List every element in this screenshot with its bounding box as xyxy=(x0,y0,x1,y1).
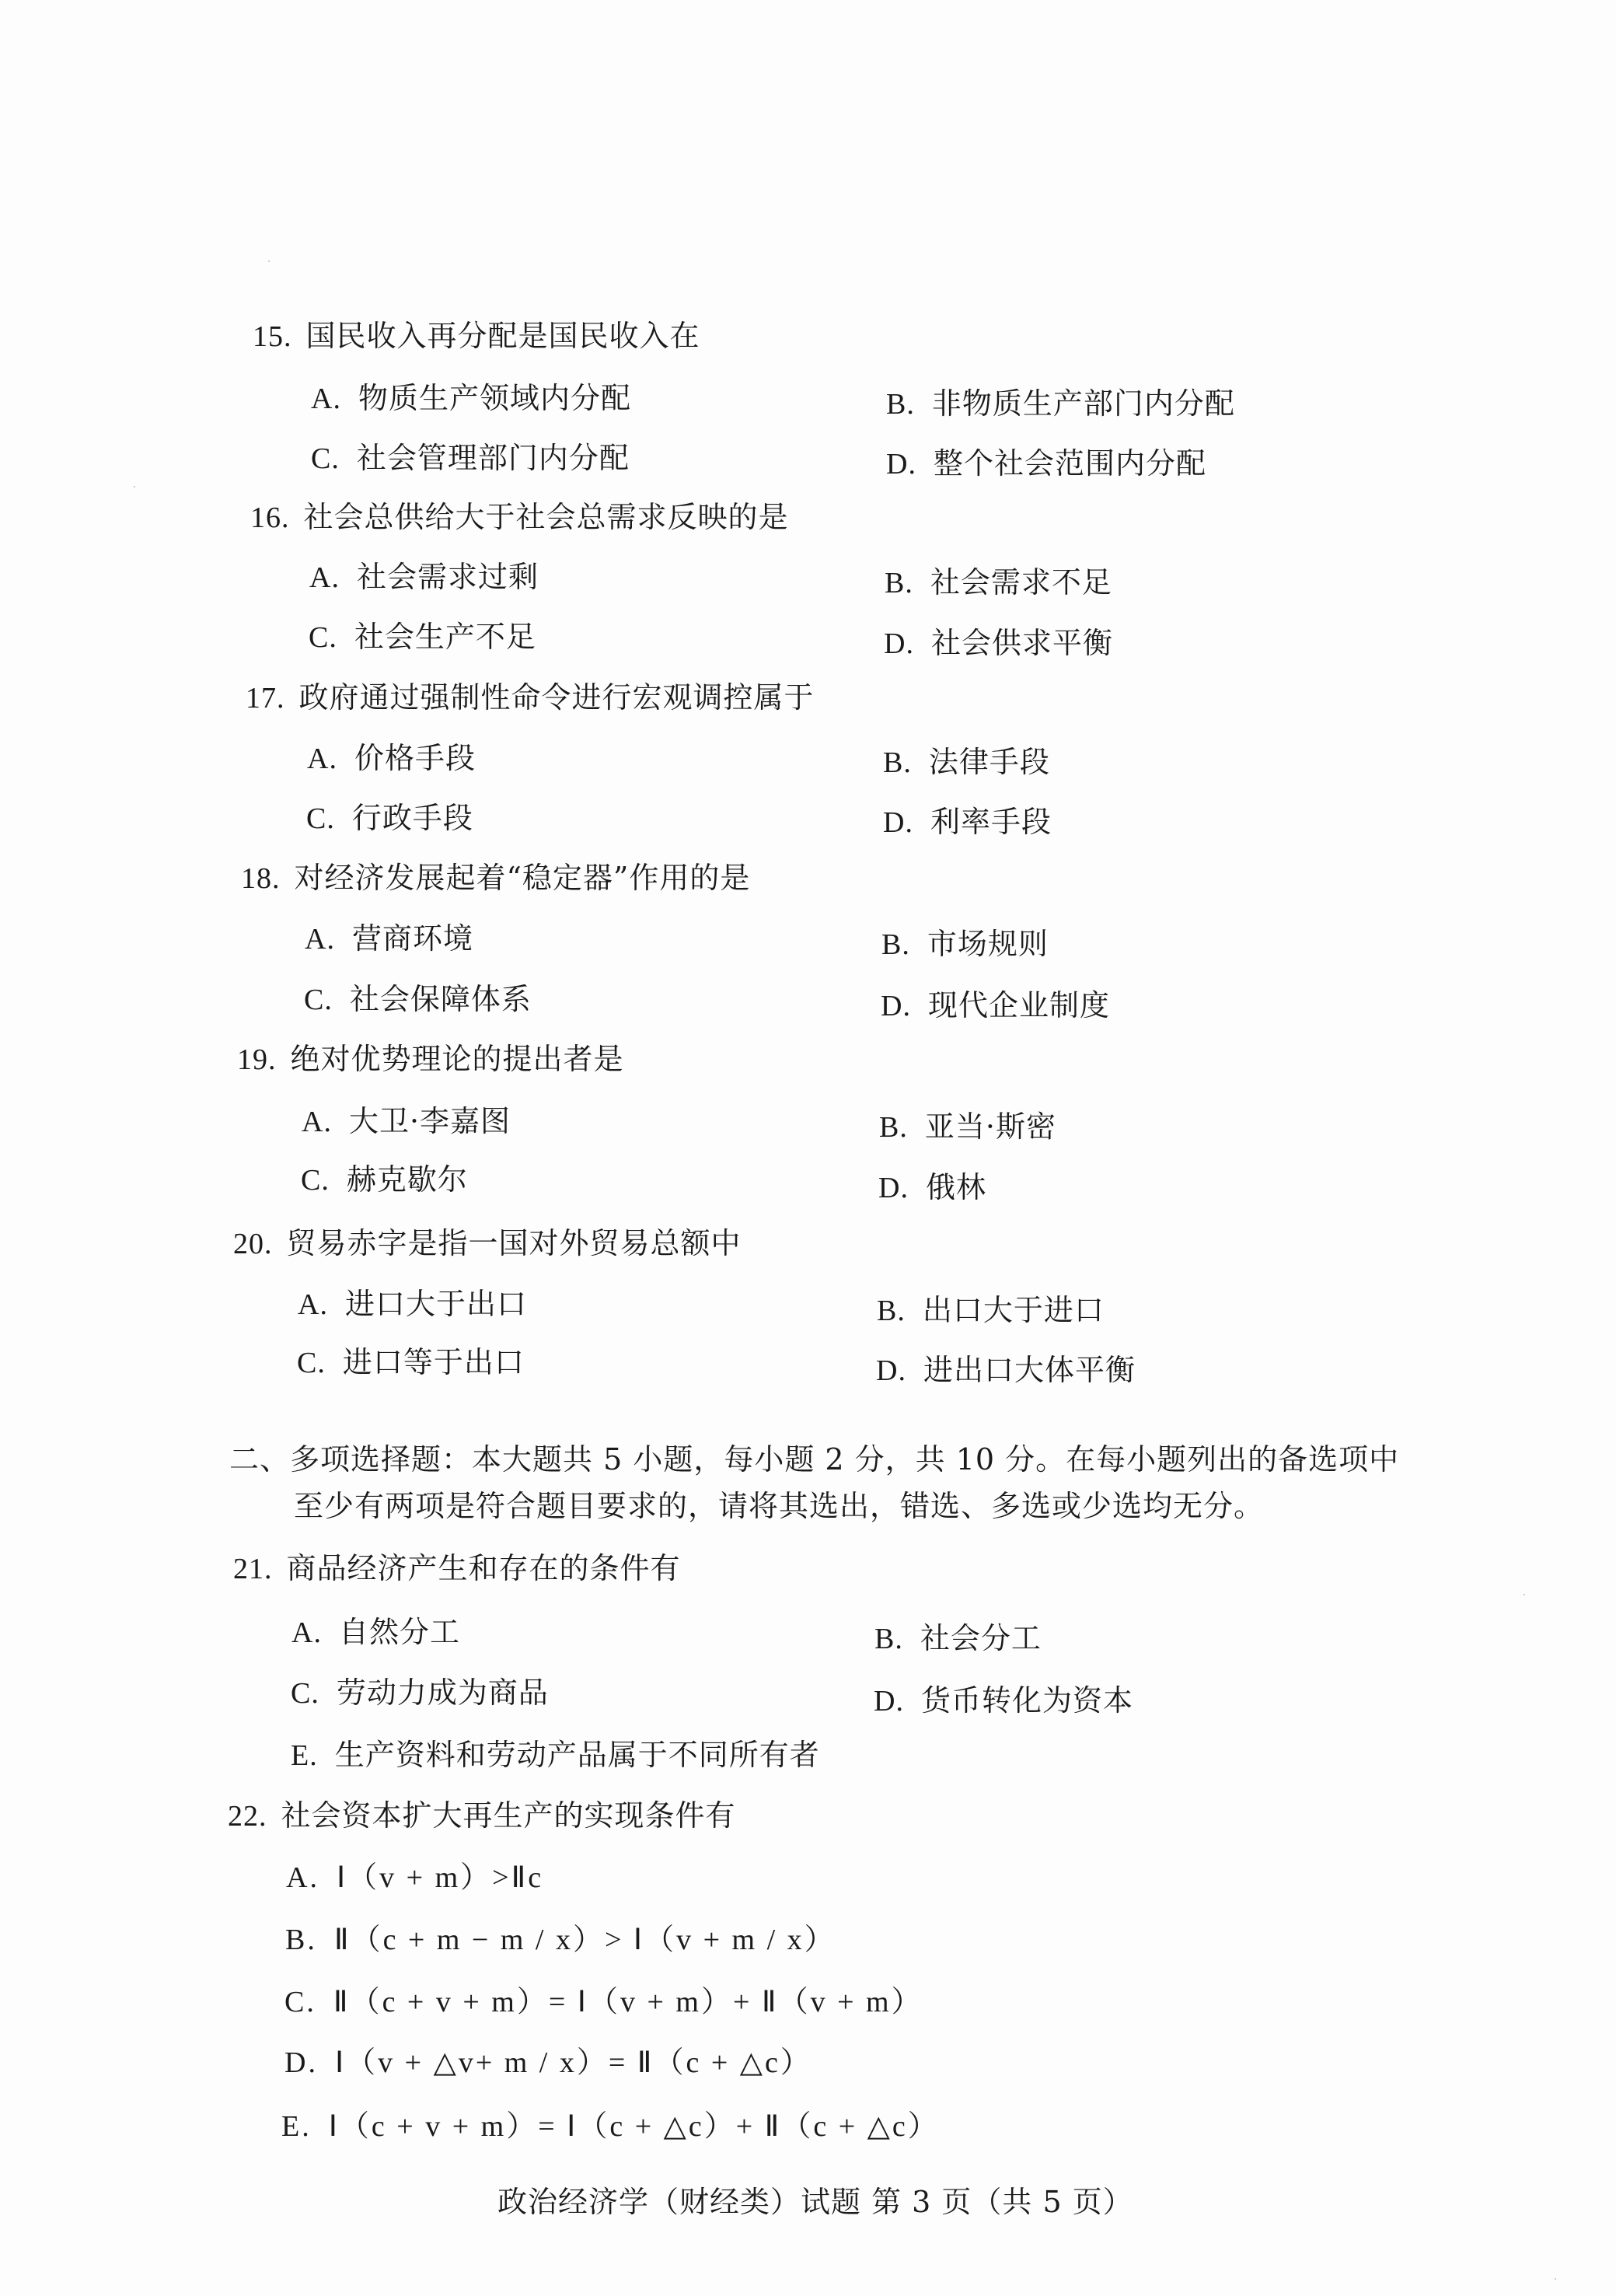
question-text: 国民收入再分配是国民收入在 xyxy=(305,319,700,353)
option-label: C. xyxy=(284,1986,316,2018)
option-label: B. xyxy=(883,746,912,779)
option-label: D. xyxy=(884,627,914,660)
scan-speck xyxy=(1555,2278,1556,2280)
question-number: 19. xyxy=(237,1043,277,1076)
option-text: 行政手段 xyxy=(351,801,473,835)
question-16-option-c xyxy=(309,620,536,655)
question-20-option-d xyxy=(876,1353,1136,1388)
option-text: 社会供求平衡 xyxy=(930,626,1113,660)
page-footer: 政治经济学（财经类）试题 第 3 页（共 5 页） xyxy=(497,2185,1133,2219)
question-21-option-e xyxy=(291,1738,820,1773)
option-label: A. xyxy=(291,1616,322,1649)
option-label: A. xyxy=(307,743,337,775)
question-22-option-d xyxy=(284,2046,812,2080)
question-number: 20. xyxy=(233,1228,273,1260)
option-label: D. xyxy=(874,1685,904,1718)
question-22-stem xyxy=(228,1798,736,1833)
question-17-option-a xyxy=(307,741,476,776)
option-label: D. xyxy=(886,448,916,481)
option-text: 货币转化为资本 xyxy=(920,1683,1133,1718)
option-text: 社会生产不足 xyxy=(354,620,536,654)
question-18-option-c xyxy=(304,982,532,1017)
formula-text: Ⅰ（v + m）>Ⅱc xyxy=(336,1861,544,1894)
option-label: B. xyxy=(879,1111,908,1144)
question-22-option-a xyxy=(286,1861,543,1895)
formula-text: Ⅱ（c + v + m）= Ⅰ（v + m）+ Ⅱ（v + m） xyxy=(333,1986,923,2018)
question-text: 商品经济产生和存在的条件有 xyxy=(286,1551,681,1585)
option-text: 亚当·斯密 xyxy=(924,1110,1056,1144)
question-number: 17. xyxy=(246,682,285,715)
option-label: D. xyxy=(878,1172,909,1204)
section-multi-header-line2: 至少有两项是符合题目要求的，请将其选出，错选、多选或少选均无分。 xyxy=(294,1489,1265,1523)
question-21-option-d xyxy=(874,1683,1133,1718)
option-label: A. xyxy=(302,1106,332,1138)
option-text: 社会保障体系 xyxy=(349,982,532,1016)
question-22-option-b xyxy=(285,1923,836,1957)
question-18-option-d xyxy=(881,988,1110,1023)
question-16-option-b xyxy=(885,565,1112,600)
question-17-stem xyxy=(246,680,815,715)
question-text: 政府通过强制性命令进行宏观调控属于 xyxy=(298,680,815,715)
option-label: B. xyxy=(877,1295,906,1327)
option-text: 进口大于出口 xyxy=(344,1287,527,1321)
question-19-option-a xyxy=(302,1104,511,1139)
scan-speck xyxy=(134,486,135,488)
question-number: 16. xyxy=(250,501,290,534)
option-label: A. xyxy=(309,561,340,594)
option-label: C. xyxy=(306,802,335,835)
question-20-option-a xyxy=(298,1287,527,1322)
option-label: D. xyxy=(876,1354,906,1387)
option-label: A. xyxy=(311,383,341,415)
option-label: D. xyxy=(883,806,913,839)
question-17-option-c xyxy=(306,801,473,836)
option-text: 社会分工 xyxy=(920,1621,1042,1655)
section-multi-header-line1: 二、多项选择题：本大题共 5 小题，每小题 2 分，共 10 分。在每小题列出的备选项中 xyxy=(229,1442,1400,1476)
option-text: 大卫·李嘉图 xyxy=(348,1104,511,1138)
question-number: 22. xyxy=(228,1800,267,1833)
scan-speck xyxy=(1524,1594,1525,1595)
option-label: B. xyxy=(886,388,915,421)
question-21-option-c xyxy=(291,1676,549,1711)
question-text: 贸易赤字是指一国对外贸易总额中 xyxy=(286,1226,742,1260)
option-label: D. xyxy=(881,990,911,1022)
option-label: B. xyxy=(881,928,910,961)
option-text: 现代企业制度 xyxy=(927,988,1110,1022)
scan-speck xyxy=(268,260,270,262)
option-label: E. xyxy=(291,1739,318,1772)
question-18-option-b xyxy=(881,927,1049,962)
question-15-option-c xyxy=(311,441,630,476)
option-text: 俄林 xyxy=(925,1170,986,1204)
option-text: 社会需求过剩 xyxy=(356,560,539,594)
question-22-option-e xyxy=(281,2109,940,2144)
option-label: C. xyxy=(297,1347,326,1379)
option-text: 利率手段 xyxy=(930,805,1052,839)
question-19-option-d xyxy=(878,1170,986,1205)
question-18-option-a xyxy=(305,921,473,956)
question-16-option-a xyxy=(309,560,539,595)
option-label: E. xyxy=(281,2110,312,2143)
question-16-option-d xyxy=(884,626,1113,661)
option-text: 营商环境 xyxy=(351,921,473,956)
option-label: C. xyxy=(291,1677,319,1710)
option-text: 社会管理部门内分配 xyxy=(356,441,630,475)
option-label: C. xyxy=(301,1164,330,1197)
option-label: B. xyxy=(874,1623,903,1655)
option-text: 劳动力成为商品 xyxy=(336,1676,549,1710)
question-20-stem xyxy=(233,1226,742,1261)
option-label: C. xyxy=(304,984,333,1016)
question-19-option-b xyxy=(879,1110,1056,1145)
question-19-option-c xyxy=(301,1162,468,1197)
option-text: 市场规则 xyxy=(927,927,1049,961)
question-15-option-d xyxy=(886,446,1206,481)
option-text: 整个社会范围内分配 xyxy=(933,446,1206,481)
question-20-option-c xyxy=(297,1345,525,1380)
formula-text: Ⅱ（c + m − m / x）> Ⅰ（v + m / x） xyxy=(333,1924,836,1956)
question-15-option-a xyxy=(311,381,631,416)
question-text: 绝对优势理论的提出者是 xyxy=(290,1042,624,1076)
option-text: 进口等于出口 xyxy=(342,1345,525,1379)
option-text: 赫克歇尔 xyxy=(346,1162,468,1197)
question-21-option-a xyxy=(291,1615,460,1650)
question-20-option-b xyxy=(877,1293,1105,1328)
question-text: 对经济发展起着“稳定器”作用的是 xyxy=(294,861,751,895)
option-text: 非物质生产部门内分配 xyxy=(931,386,1235,421)
question-number: 18. xyxy=(241,862,281,895)
question-15-stem xyxy=(253,319,700,354)
question-17-option-d xyxy=(883,805,1052,840)
option-label: B. xyxy=(885,567,913,599)
option-text: 法律手段 xyxy=(928,745,1050,779)
option-label: D. xyxy=(284,2046,318,2079)
question-19-stem xyxy=(237,1042,624,1077)
option-text: 价格手段 xyxy=(354,741,476,775)
option-text: 物质生产领域内分配 xyxy=(358,381,631,415)
option-label: A. xyxy=(286,1861,319,1894)
question-text: 社会总供给大于社会总需求反映的是 xyxy=(303,500,789,534)
question-21-stem xyxy=(233,1551,681,1586)
option-text: 出口大于进口 xyxy=(922,1293,1105,1327)
option-label: A. xyxy=(305,923,335,956)
option-label: C. xyxy=(309,621,337,654)
option-text: 自然分工 xyxy=(338,1615,460,1649)
question-18-stem xyxy=(241,861,750,896)
question-17-option-b xyxy=(883,745,1050,780)
option-label: B. xyxy=(285,1924,317,1956)
formula-text: Ⅰ（c + v + m）= Ⅰ（c + △c）+ Ⅱ（c + △c） xyxy=(328,2110,940,2143)
question-text: 社会资本扩大再生产的实现条件有 xyxy=(281,1798,736,1833)
option-text: 生产资料和劳动产品属于不同所有者 xyxy=(334,1738,820,1772)
question-16-stem xyxy=(250,500,789,535)
question-number: 15. xyxy=(253,320,292,353)
question-number: 21. xyxy=(233,1553,273,1585)
formula-text: Ⅰ（v + △v+ m / x）= Ⅱ（c + △c） xyxy=(334,2046,812,2079)
question-15-option-b xyxy=(886,386,1235,421)
option-label: A. xyxy=(298,1288,328,1321)
option-text: 社会需求不足 xyxy=(930,565,1112,599)
question-21-option-b xyxy=(874,1621,1042,1656)
question-22-option-c xyxy=(284,1985,923,2019)
option-label: C. xyxy=(311,442,340,475)
option-text: 进出口大体平衡 xyxy=(923,1353,1136,1387)
